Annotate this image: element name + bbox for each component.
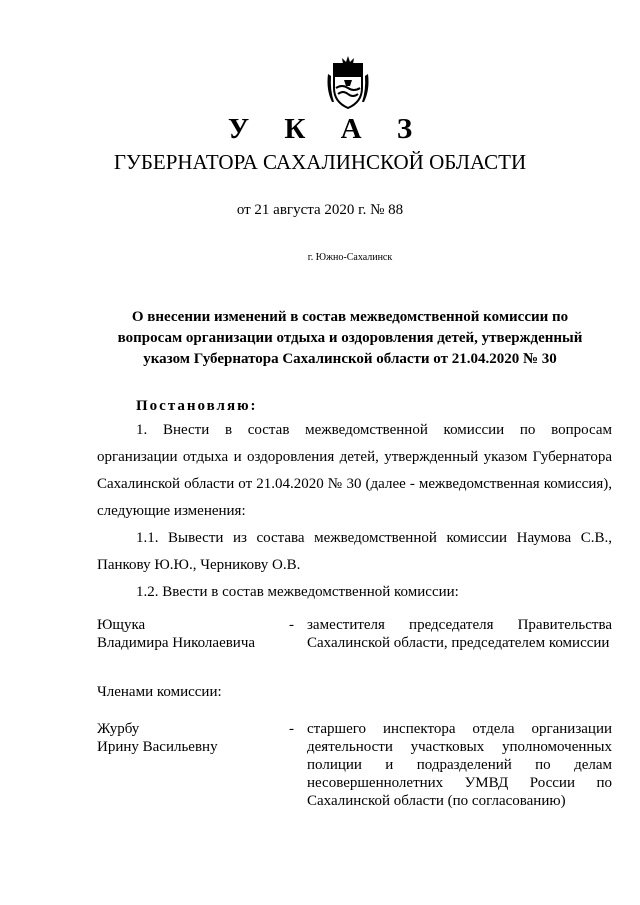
- paragraph-1: 1. Внести в состав межведомственной комиссии по вопросам организации отдыха и оздоровления детей, утвержденный указом Губернатора Сахалинской области от 21.04.2020 № 30 (далее - межведомственная комиссия), следующие изменения:: [97, 422, 612, 519]
- member-name: [97, 616, 287, 652]
- subject-line-1: О внесении изменений в состав межведомственной комиссии по: [131, 309, 569, 325]
- coat-of-arms-icon: [322, 54, 374, 110]
- paragraph-1-2: 1.2. Ввести в состав межведомственной комиссии:: [136, 584, 459, 600]
- issuer-title: ГУБЕРНАТОРА САХАЛИНСКОЙ ОБЛАСТИ: [113, 150, 527, 174]
- member-role: старшего инспектора отдела организации деятельности участковых уполномоченных полиции и подразделений по делам несовершеннолетних УМВД России по Сахалинской области (по согласованию): [307, 721, 612, 809]
- subject-line-3: указом Губернатора Сахалинской области от 21.04.2020 № 30: [143, 351, 557, 367]
- place-of-issue: г. Южно-Сахалинск: [307, 252, 393, 263]
- member-dash: -: [289, 617, 294, 633]
- member-dash: -: [289, 721, 294, 737]
- member-given-names: Ирину Васильевну: [97, 739, 218, 755]
- member-name: [97, 720, 287, 756]
- member-role: заместителя председателя Правительства Сахалинской области, председателем комиссии: [307, 617, 612, 651]
- member-given-names: Владимира Николаевича: [97, 635, 256, 651]
- member-surname: Ющука: [97, 617, 146, 633]
- decree-subject: [100, 307, 600, 370]
- document-type-title: У К А З: [227, 113, 427, 145]
- subject-line-2: вопросам организации отдыха и оздоровления детей, утвержденный: [117, 330, 583, 346]
- member-surname: Журбу: [97, 721, 140, 737]
- date-number-line: от 21 августа 2020 г. № 88: [236, 202, 404, 218]
- decree-word: Постановляю:: [136, 398, 258, 414]
- paragraph-1-1: 1.1. Вывести из состава межведомственной комиссии Наумова С.В., Панкову Ю.Ю., Черникову О.В.: [97, 530, 612, 573]
- members-label: Членами комиссии:: [97, 684, 222, 700]
